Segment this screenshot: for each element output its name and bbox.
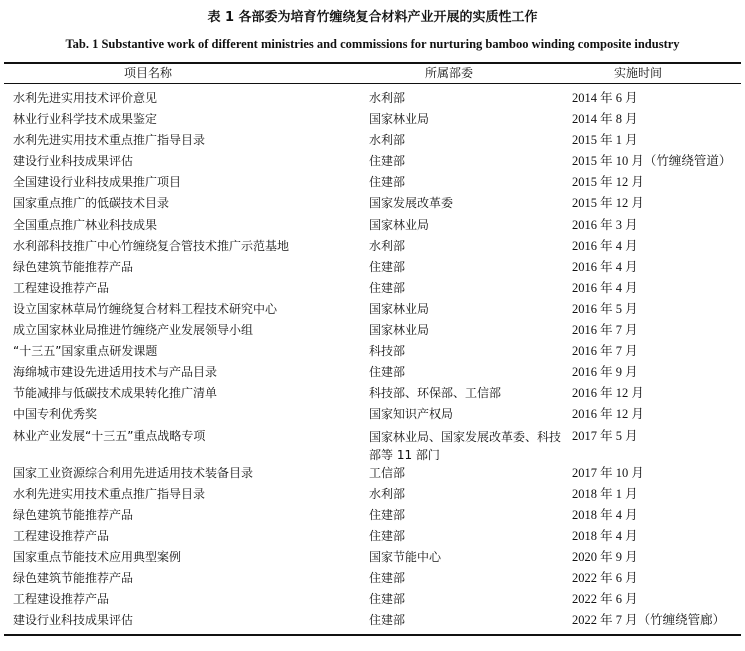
table-row [0,484,745,505]
table-row [0,404,745,425]
project-name-cell: 水利先进实用技术评价意见 [13,91,158,105]
project-name-cell: 成立国家林业局推进竹缠绕产业发展领导小组 [13,323,254,338]
ministry-cell: 住建部 [369,613,406,628]
table-caption-english: Tab. 1 Substantive work of different ministries and commissions for nurturing bamboo winding composite industry [65,37,680,51]
project-name-cell: 中国专利优秀奖 [13,407,98,422]
table-row [0,151,745,172]
table-row [0,299,745,320]
ministry-cell: 水利部 [369,238,406,253]
column-header-ministry: 所属部委 [425,66,474,80]
date-cell: 2016 年 3 月 [572,217,638,232]
table-row [0,236,745,257]
table-row [0,610,745,631]
ministry-cell: 国家林业局 [369,301,430,316]
date-cell: 2016 年 4 月 [572,259,638,274]
table-caption-chinese: 表 1 各部委为培育竹缠绕复合材料产业开展的实质性工作 [207,10,538,25]
table-header-rule [4,83,741,84]
date-cell: 2018 年 4 月 [572,528,638,543]
ministry-cell: 国家知识产权局 [369,407,454,422]
table-row [0,426,745,463]
date-cell: 2016 年 12 月 [572,407,644,422]
date-cell: 2017 年 10 月 [572,465,644,480]
table-row [0,278,745,299]
date-cell: 2020 年 9 月 [572,549,638,564]
table-row [0,589,745,610]
table-row [0,257,745,278]
date-cell: 2014 年 8 月 [572,112,638,127]
ministry-cell: 工信部 [369,465,406,480]
ministry-cell: 国家林业局 [369,217,430,232]
ministry-cell: 住建部 [369,570,406,585]
table-row [0,109,745,130]
project-name-cell: “十三五”国家重点研发课题 [13,344,158,359]
column-header-project-name: 项目名称 [124,66,173,80]
date-cell: 2016 年 5 月 [572,301,638,316]
column-header-date: 实施时间 [614,66,663,80]
ministry-cell: 国家林业局 [369,323,430,338]
ministry-cell: 住建部 [369,154,406,169]
date-cell: 2016 年 7 月 [572,323,638,338]
project-name-cell: 全国重点推广林业科技成果 [13,217,158,232]
table-top-rule [4,62,741,64]
project-name-cell: 海绵城市建设先进适用技术与产品目录 [13,365,218,380]
date-cell: 2018 年 4 月 [572,507,638,522]
date-cell: 2018 年 1 月 [572,486,638,501]
project-name-cell: 水利先进实用技术重点推广指导目录 [13,486,206,501]
project-name-cell: 全国建设行业科技成果推广项目 [13,175,182,190]
table-row [0,215,745,236]
date-cell: 2014 年 6 月 [572,91,638,105]
table-row [0,88,745,109]
ministry-cell: 水利部 [369,486,406,501]
ministry-cell: 住建部 [369,592,406,607]
ministry-cell: 住建部 [369,175,406,190]
table-row [0,383,745,404]
project-name-cell: 水利先进实用技术重点推广指导目录 [13,133,206,148]
project-name-cell: 国家工业资源综合利用先进适用技术装备目录 [13,465,254,480]
project-name-cell: 绿色建筑节能推荐产品 [13,259,134,274]
date-cell: 2022 年 7 月（竹缠绕管廊） [572,613,726,628]
table-row [0,463,745,484]
project-name-cell: 林业产业发展“十三五”重点战略专项 [13,428,206,443]
project-name-cell: 国家重点推广的低碳技术目录 [13,196,170,211]
project-name-cell: 绿色建筑节能推荐产品 [13,570,134,585]
ministry-cell: 国家节能中心 [369,549,442,564]
table-row [0,568,745,589]
ministry-cell: 住建部 [369,507,406,522]
ministry-cell: 水利部 [369,91,406,105]
ministry-cell: 科技部 [369,344,406,359]
table-row [0,505,745,526]
project-name-cell: 工程建设推荐产品 [13,280,110,295]
project-name-cell: 设立国家林草局竹缠绕复合材料工程技术研究中心 [13,301,278,316]
date-cell: 2015 年 1 月 [572,133,638,148]
date-cell: 2016 年 4 月 [572,238,638,253]
table-row [0,320,745,341]
table-row [0,130,745,151]
ministry-cell: 住建部 [369,280,406,295]
project-name-cell: 绿色建筑节能推荐产品 [13,507,134,522]
date-cell: 2022 年 6 月 [572,592,638,607]
date-cell: 2015 年 12 月 [572,175,644,190]
date-cell: 2016 年 7 月 [572,344,638,359]
project-name-cell: 建设行业科技成果评估 [13,154,134,169]
table-row [0,362,745,383]
ministry-cell: 国家发展改革委 [369,196,454,211]
table-row [0,547,745,568]
project-name-cell: 节能减排与低碳技术成果转化推广清单 [13,386,218,401]
table-body [0,88,745,631]
project-name-cell: 建设行业科技成果评估 [13,613,134,628]
date-cell: 2015 年 10 月（竹缠绕管道） [572,154,732,169]
table-row [0,193,745,214]
table-row [0,341,745,362]
ministry-cell: 国家林业局、国家发展改革委、科技部等 11 部门 [369,429,562,462]
project-name-cell: 国家重点节能技术应用典型案例 [13,549,182,564]
ministry-cell: 住建部 [369,528,406,543]
ministry-cell: 国家林业局 [369,112,430,127]
ministry-cell: 水利部 [369,133,406,148]
ministry-cell: 住建部 [369,259,406,274]
date-cell: 2022 年 6 月 [572,570,638,585]
table-row [0,172,745,193]
project-name-cell: 林业行业科学技术成果鉴定 [13,112,158,127]
table-bottom-rule [4,634,741,636]
date-cell: 2015 年 12 月 [572,196,644,211]
table-row [0,526,745,547]
ministry-cell: 住建部 [369,365,406,380]
project-name-cell: 水利部科技推广中心竹缠绕复合管技术推广示范基地 [13,238,290,253]
date-cell: 2016 年 9 月 [572,365,638,380]
project-name-cell: 工程建设推荐产品 [13,592,110,607]
ministry-cell: 科技部、环保部、工信部 [369,386,502,401]
project-name-cell: 工程建设推荐产品 [13,528,110,543]
date-cell: 2016 年 4 月 [572,280,638,295]
date-cell: 2017 年 5 月 [572,428,638,443]
date-cell: 2016 年 12 月 [572,386,644,401]
